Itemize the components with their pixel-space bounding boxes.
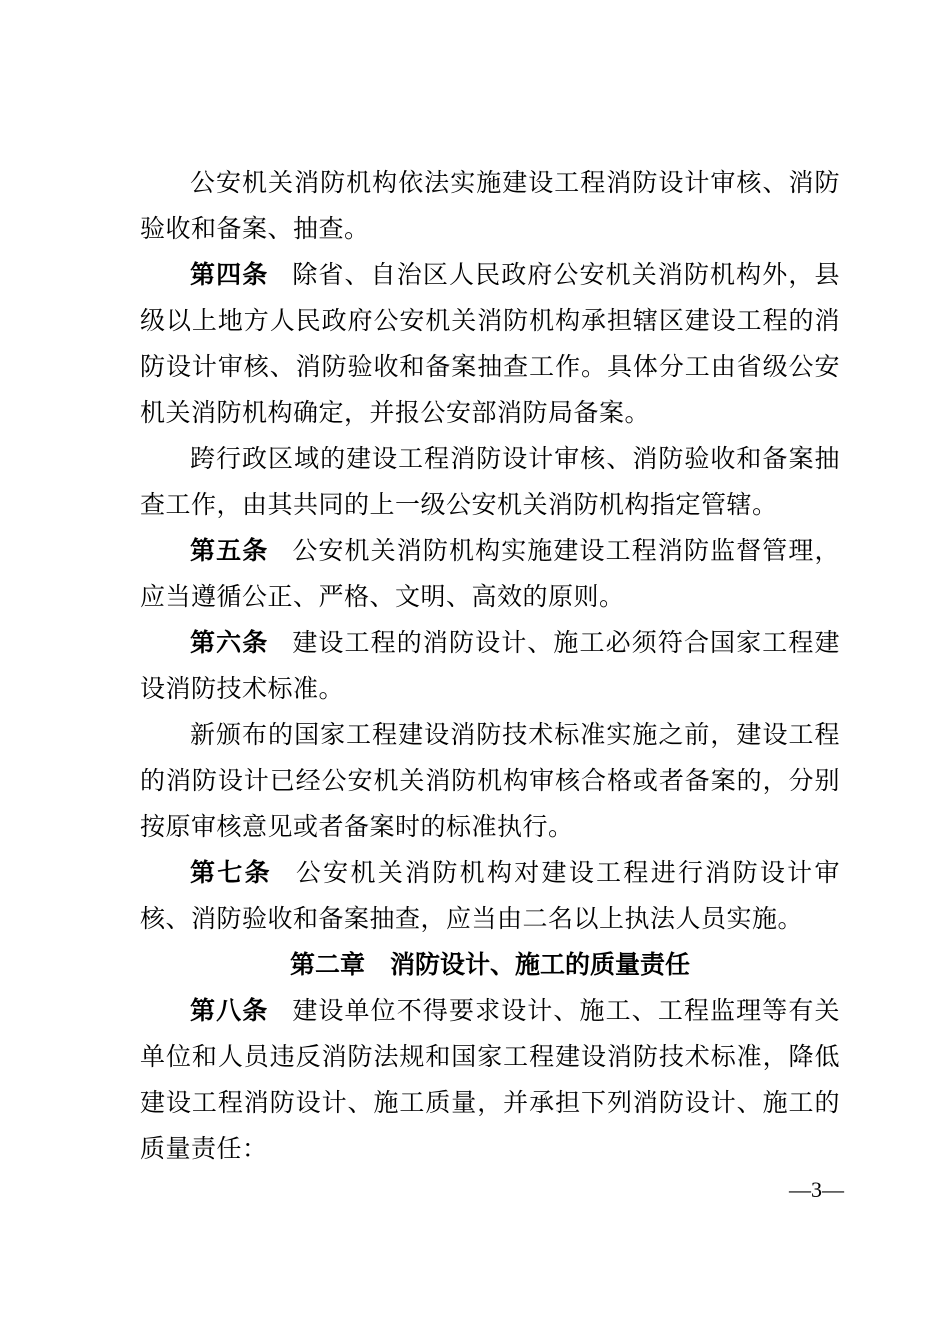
article-6: 第六条 建设工程的消防设计、施工必须符合国家工程建设消防技术标准。 [140, 628, 840, 703]
article-number: 第五条 [190, 536, 269, 565]
article-8: 第八条 建设单位不得要求设计、施工、工程监理等有关单位和人员违反消防法规和国家工程建设消防技术标准，降低建设工程消防设计、施工质量，并承担下列消防设计、施工的质量责任： [140, 996, 840, 1163]
page-number: —3— [789, 1177, 844, 1202]
article-number: 第六条 [190, 628, 269, 657]
article-number: 第四条 [190, 260, 269, 289]
article-7: 第七条 公安机关消防机构对建设工程进行消防设计审核、消防验收和备案抽查，应当由二名以上执法人员实施。 [140, 858, 840, 933]
article-number: 第七条 [190, 858, 272, 887]
chapter-title: 第二章 消防设计、施工的质量责任 [289, 950, 690, 979]
paragraph-3: 跨行政区域的建设工程消防设计审核、消防验收和备案抽查工作，由其共同的上一级公安机关消防机构指定管辖。 [140, 444, 840, 519]
document-body [140, 160, 840, 1172]
paragraph-6: 新颁布的国家工程建设消防技术标准实施之前，建设工程的消防设计已经公安机关消防机构审核合格或者备案的，分别按原审核意见或者备案时的标准执行。 [140, 720, 840, 841]
article-5: 第五条 公安机关消防机构实施建设工程消防监督管理，应当遵循公正、严格、文明、高效的原则。 [140, 536, 840, 611]
paragraph-1: 公安机关消防机构依法实施建设工程消防设计审核、消防验收和备案、抽查。 [140, 168, 840, 243]
article-4: 第四条 除省、自治区人民政府公安机关消防机构外，县级以上地方人民政府公安机关消防机构承担辖区建设工程的消防设计审核、消防验收和备案抽查工作。具体分工由省级公安机关消防机构确定，并报公安部消防局备案。 [140, 260, 840, 427]
article-number: 第八条 [190, 996, 269, 1025]
